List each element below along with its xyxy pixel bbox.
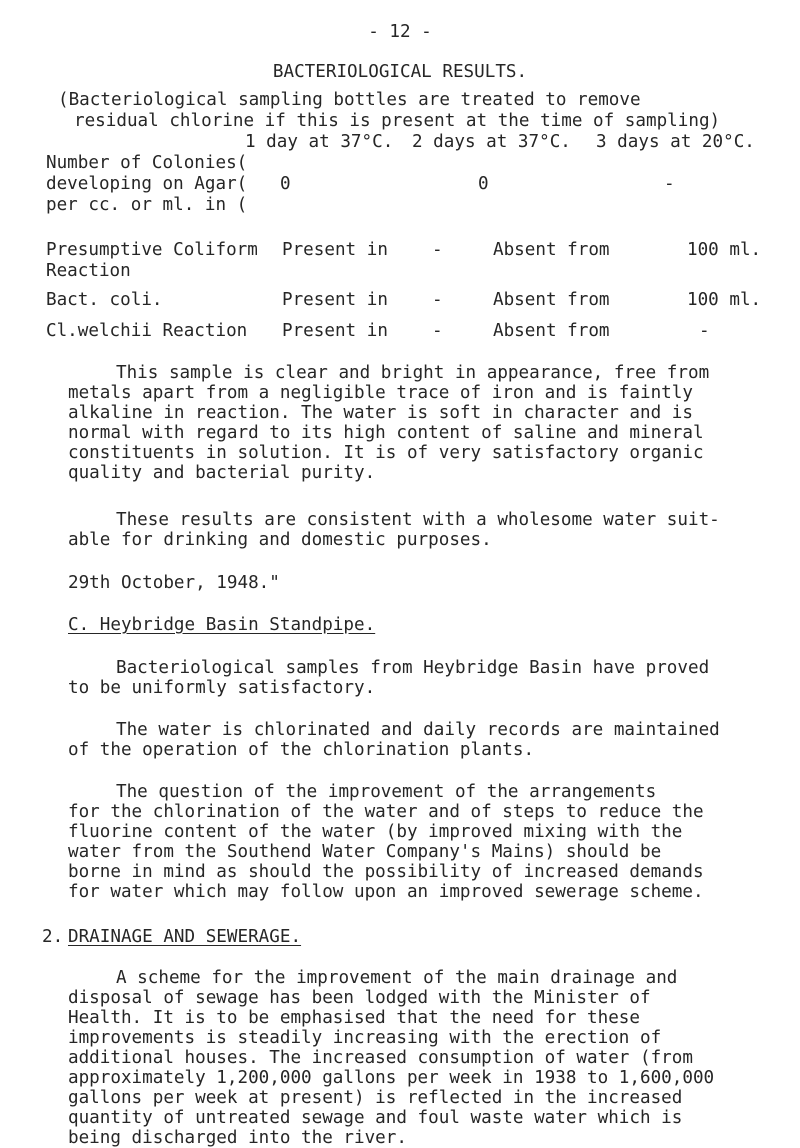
text-line: water from the Southend Water Company's Mains) should be <box>68 842 662 862</box>
subsection-c-title: C. Heybridge Basin Standpipe. <box>68 615 376 635</box>
paragraph-improvements-question <box>68 782 768 902</box>
report-date: 29th October, 1948." <box>68 573 280 593</box>
text-line: quality and bacterial purity. <box>68 463 376 483</box>
test-label: Presumptive Coliform <box>46 240 258 260</box>
text-line: Health. It is to be emphasised that the need for these <box>68 1008 640 1028</box>
text-line: alkaline in reaction. The water is soft in character and is <box>68 403 693 423</box>
section-2-title: DRAINAGE AND SEWERAGE. <box>68 927 302 947</box>
text-line: for the chlorination of the water and of steps to reduce the <box>68 802 704 822</box>
test-result-volume: 100 ml. <box>687 290 762 310</box>
colonies-header-1: 1 day at 37°C. <box>245 132 394 152</box>
test-result-absent: Absent from <box>493 321 610 341</box>
text-line: Bacteriological samples from Heybridge Basin have proved <box>116 658 710 678</box>
sampling-note-line-1: (Bacteriological sampling bottles are treated to remove <box>58 90 641 110</box>
text-line: These results are consistent with a wholesome water suit- <box>116 510 720 530</box>
paragraph-chlorination-records <box>68 720 768 760</box>
paragraph-heybridge-samples <box>68 658 768 698</box>
test-result-dash: - <box>432 240 443 260</box>
text-line: being discharged into the river. <box>68 1128 407 1148</box>
test-result-present: Present in <box>282 321 388 341</box>
text-line: constituents in solution. It is of very satisfactory organic <box>68 443 704 463</box>
text-line: quantity of untreated sewage and foul waste water which is <box>68 1108 683 1128</box>
section-title: BACTERIOLOGICAL RESULTS. <box>272 62 528 82</box>
test-result-absent: Absent from <box>493 290 610 310</box>
colonies-value-3: - <box>664 174 675 194</box>
text-line: metals apart from a negligible trace of iron and is faintly <box>68 383 693 403</box>
text-line: fluorine content of the water (by improved mixing with the <box>68 822 683 842</box>
paragraph-sample-description <box>68 363 768 483</box>
text-line: additional houses. The increased consumption of water (from <box>68 1048 693 1068</box>
test-label: Reaction <box>46 261 131 281</box>
test-result-dash: - <box>432 290 443 310</box>
colonies-label-line-1: Number of Colonies( <box>46 153 248 173</box>
text-line: disposal of sewage has been lodged with the Minister of <box>68 988 651 1008</box>
colonies-value-1: 0 <box>280 174 291 194</box>
test-label: Cl.welchii Reaction <box>46 321 248 341</box>
colonies-value-2: 0 <box>478 174 489 194</box>
text-line: able for drinking and domestic purposes. <box>68 530 492 550</box>
sampling-note-line-2: residual chlorine if this is present at the time of sampling) <box>74 111 721 131</box>
test-result-volume: - <box>699 321 710 341</box>
paragraph-conclusion <box>68 510 768 550</box>
text-line: normal with regard to its high content of saline and mineral <box>68 423 704 443</box>
test-result-present: Present in <box>282 290 388 310</box>
text-line: This sample is clear and bright in appearance, free from <box>116 363 710 383</box>
colonies-label-line-3: per cc. or ml. in ( <box>46 195 248 215</box>
page-number: - 12 - <box>368 22 432 42</box>
text-line: improvements is steadily increasing with the erection of <box>68 1028 662 1048</box>
paragraph-drainage-scheme <box>68 968 768 1148</box>
test-result-present: Present in <box>282 240 388 260</box>
test-result-absent: Absent from <box>493 240 610 260</box>
text-line: borne in mind as should the possibility of increased demands <box>68 862 704 882</box>
colonies-header-2: 2 days at 37°C. <box>412 132 571 152</box>
text-line: approximately 1,200,000 gallons per week in 1938 to 1,600,000 <box>68 1068 715 1088</box>
text-line: to be uniformly satisfactory. <box>68 678 376 698</box>
text-line: of the operation of the chlorination plants. <box>68 740 535 760</box>
colonies-header-3: 3 days at 20°C. <box>596 132 755 152</box>
test-result-dash: - <box>432 321 443 341</box>
colonies-label-line-2: developing on Agar( <box>46 174 248 194</box>
text-line: The question of the improvement of the arrangements <box>116 782 657 802</box>
text-line: A scheme for the improvement of the main drainage and <box>116 968 678 988</box>
section-2-number: 2. <box>42 927 64 947</box>
test-result-volume: 100 ml. <box>687 240 762 260</box>
text-line: The water is chlorinated and daily records are maintained <box>116 720 720 740</box>
text-line: gallons per week at present) is reflected in the increased <box>68 1088 683 1108</box>
text-line: for water which may follow upon an improved sewerage scheme. <box>68 882 704 902</box>
test-label: Bact. coli. <box>46 290 163 310</box>
